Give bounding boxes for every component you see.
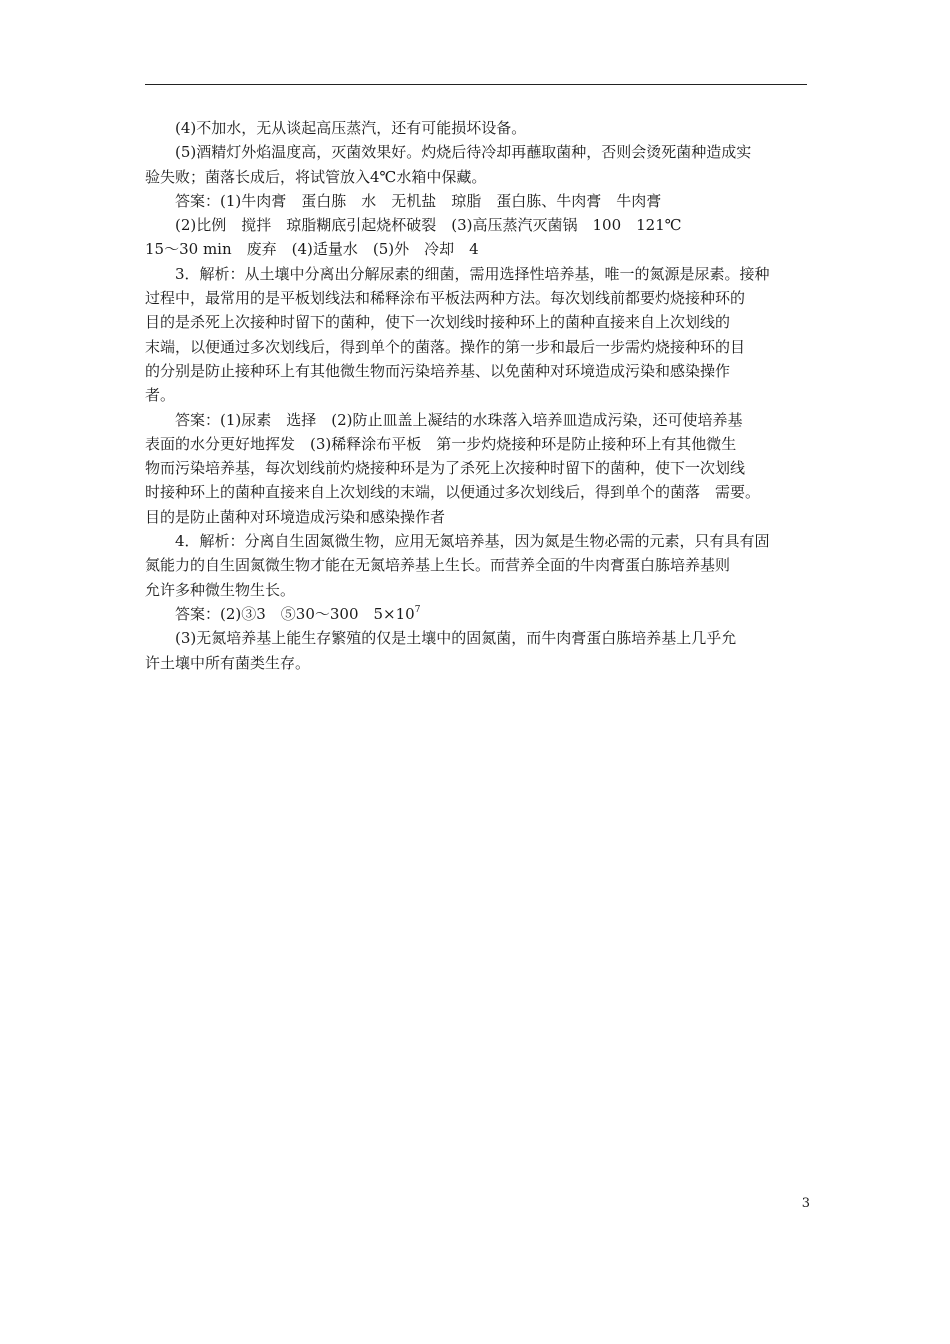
answer-4-exponent: 7 [414,604,421,615]
answer-3: 答案：(1)尿素 选择 (2)防止皿盖上凝结的水珠落入培养皿造成污染，还可使培养基 表面的水分更好地挥发 (3)稀释涂布平板 第一步灼烧接种环是防止接种环上有其他微生 物而污染培养基，每次划线前灼烧接种环是为了杀死上次接种时留下的菌种，使下一次划线 时接种环上的菌种直接来自上次划线的末端，以便通过多次划线后，得到单个的菌落 需要。 目的是防止菌种对环境造成污染和感染操作者 [145,410,761,526]
answer-4-text: 答案：(2)③3 ⑤30～300 5×10 [175,604,415,623]
header-rule [145,84,807,85]
paragraph-4-note: (4)不加水，无从谈起高压蒸汽，还有可能损坏设备。 [175,119,527,137]
answer-4 [145,602,807,626]
paragraph-5-note: (5)酒精灯外焰温度高，灭菌效果好。灼烧后待冷却再蘸取菌种，否则会烫死菌种造成实 验失败；菌落长成后，将试管放入4℃水箱中保藏。 [145,143,752,186]
analysis-4: 4．解析：分离自生固氮微生物，应用无氮培养基，因为氮是生物必需的元素，只有具有固 氮能力的自生固氮微生物才能在无氮培养基上生长。而营养全面的牛肉膏蛋白胨培养基则 允许多种微生物生长。 [145,532,770,599]
analysis-3: 3．解析：从土壤中分离出分解尿素的细菌，需用选择性培养基，唯一的氮源是尿素。接种 过程中，最常用的是平板划线法和稀释涂布平板法两种方法。每次划线前都要灼烧接种环的 目的是杀死上次接种时留下的菌种，使下一次划线时接种环上的菌种直接来自上次划线的 末端，以便通过多次划线后，得到单个的菌落。操作的第一步和最后一步需灼烧接种环的目 的分别是防止接种环上有其他微生物而污染培养基、以免菌种对环境造成污染和感染操作 者。 [145,264,770,405]
answer-2: 答案：(1)牛肉膏 蛋白胨 水 无机盐 琼脂 蛋白胨、牛肉膏 牛肉膏 [175,191,662,210]
page-number: 3 [801,1196,810,1211]
document-body [145,116,807,675]
answer-2-continued: (2)比例 搅拌 琼脂糊底引起烧杯破裂 (3)高压蒸汽灭菌锅 100 121℃ 15～30 min 废弃 (4)适量水 (5)外 冷却 4 [145,216,682,259]
answer-4-note: (3)无氮培养基上能生存繁殖的仅是土壤中的固氮菌，而牛肉膏蛋白胨培养基上几乎允 许土壤中所有菌类生存。 [145,629,737,672]
